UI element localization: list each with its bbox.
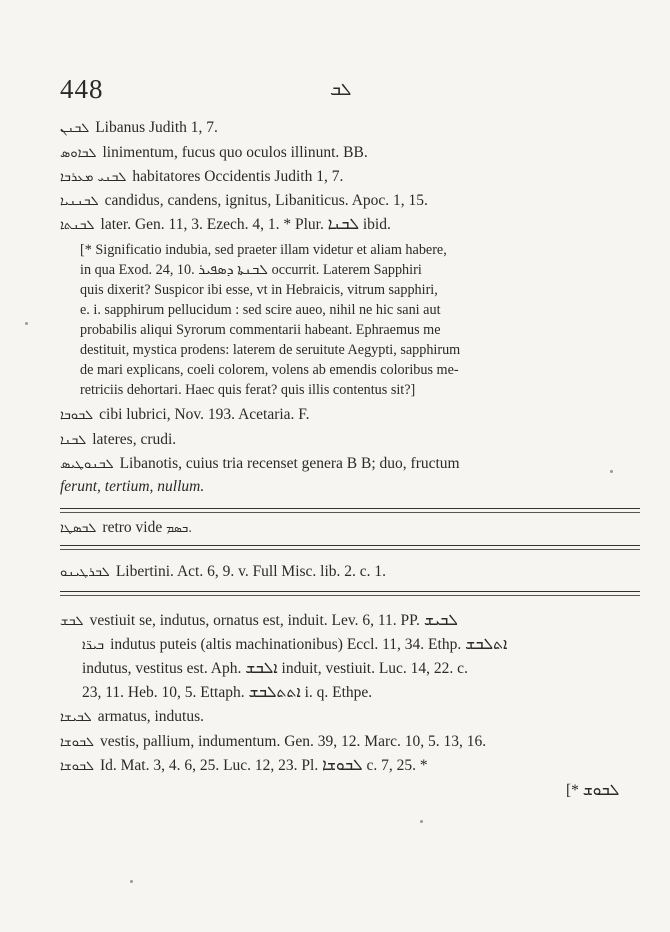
cross-ref-text: retro vide — [102, 519, 163, 536]
paper-speck — [420, 820, 423, 823]
syriac-headword: ܠܒܢܢ — [60, 121, 90, 136]
divider — [60, 508, 640, 509]
entry-line: indutus, vestitus est. Aph. ܐܠܒܫ induit, vestiuit. Luc. 14, 22. c. — [82, 660, 468, 677]
note-line: e. i. sapphirum pellucidum : sed scire aueo, nihil ne hic sani aut — [80, 302, 441, 318]
note-line: retriciis dehortari. Haec quis ferat? quis illis contentus sit?] — [80, 382, 416, 398]
page-number: 448 — [60, 74, 104, 104]
entry-vestiuit — [60, 611, 458, 632]
entry-text: Libanus Judith 1, 7. — [95, 119, 218, 136]
entry-text: Id. Mat. 3, 4. 6, 25. Luc. 12, 23. Pl. ܠܒܘܫܐ c. 7, 25. * — [99, 757, 428, 774]
note-line: quis dixerit? Suspicor ibi esse, vt in Hebraicis, vitrum sapphiri, — [80, 282, 438, 298]
syriac-headword: ܠܒܘܒܐ — [60, 408, 94, 423]
entry-text: armatus, indutus. — [97, 708, 205, 725]
note-line: in qua Exod. 24, 10. ܠܒܢܬܐ ܕܣܦܝܪ occurrit. Laterem Sapphiri — [80, 262, 422, 278]
syriac-headword: ܠܒܢܝ ܡܥܪܒܐ — [60, 170, 127, 185]
entry-id — [60, 756, 428, 777]
divider — [60, 545, 640, 546]
syriac-headword: ܠܒܐܘܣ — [60, 146, 97, 161]
paper-speck — [25, 322, 28, 325]
syriac-headword: ܠܒܫ — [60, 614, 84, 629]
entry-habitatores — [60, 167, 343, 188]
divider — [60, 595, 640, 596]
entry-text: Libertini. Act. 6, 9. v. Full Misc. lib. 2. c. 1. — [115, 563, 387, 580]
entry-libanus — [60, 118, 218, 139]
divider — [60, 549, 640, 550]
entry-later — [60, 215, 391, 236]
entry-vestis — [60, 732, 486, 753]
syriac-headword: ܠܒܪܛܝܢܘ — [60, 565, 110, 580]
entry-linimentum — [60, 143, 368, 164]
catchword: [* ܠܒܘܫ — [566, 782, 620, 799]
entry-cibi — [60, 405, 310, 426]
entry-text: indutus puteis (altis machinationibus) Eccl. 11, 34. Ethp. ܐܬܠܒܫ — [110, 636, 508, 653]
syriac-headword: ܠܒܢܘܛܝܣ — [60, 457, 114, 472]
divider — [60, 512, 640, 513]
entry-line: 23, 11. Heb. 10, 5. Ettaph. ܐܬܬܠܒܫ i. q. Ethpe. — [82, 684, 373, 701]
entry-text: Libanotis, cuius tria recenset genera B B; duo, fructum — [119, 455, 460, 472]
syriac-headword: ܠܒܘܫܐ — [60, 735, 94, 750]
syriac-headword: ܠܒܘܫܐ — [60, 759, 94, 774]
entry-text: lateres, crudi. — [92, 431, 177, 448]
note-line: de mari explicans, coeli colorem, volens ab emendis coloribus me- — [80, 362, 459, 378]
entry-lateres — [60, 430, 176, 451]
entry-armatus — [60, 707, 204, 728]
entry-text: linimentum, fucus quo oculos illinunt. BB. — [102, 144, 368, 161]
entry-text: vestiuit se, indutus, ornatus est, induit. Lev. 6, 11. PP. ܠܒܝܫ — [89, 612, 458, 629]
entry-text: vestis, pallium, indumentum. Gen. 39, 12. Marc. 10, 5. 13, 16. — [99, 733, 487, 750]
syriac-headword: ܠܒܢܢܝܐ — [60, 194, 99, 209]
entry-candidus — [60, 191, 428, 212]
syriac-headword: ܠܒܢܐ — [60, 433, 87, 448]
entry-text: later. Gen. 11, 3. Ezech. 4, 1. * Plur. ܠܒܢܐ ibid. — [100, 216, 391, 233]
note-line: [* Significatio indubia, sed praeter illam videtur et aliam habere, — [80, 242, 447, 258]
note-line: probabilis aliqui Syrorum commentarii habeant. Ephraemus me — [80, 322, 441, 338]
entry-text: candidus, candens, ignitus, Libaniticus. Apoc. 1, 15. — [104, 192, 428, 209]
running-head: ܠܒ — [330, 80, 352, 100]
entry-libanotis-cont: ferunt, tertium, nullum. — [60, 478, 205, 495]
syriac-word: ܒܣܡ. — [166, 521, 193, 535]
entry-text: cibi lubrici, Nov. 193. Acetaria. F. — [99, 406, 310, 423]
entry-text: habitatores Occidentis Judith 1, 7. — [132, 168, 344, 185]
entry-libertini — [60, 562, 386, 583]
divider — [60, 591, 640, 592]
syriac-headword: ܠܒܝܫܐ — [60, 710, 92, 725]
entry-libanotis — [60, 454, 460, 475]
syriac-headword: ܠܒܢܬܐ — [60, 218, 95, 233]
syriac-word: ܒܝܪ̈ܐ — [82, 638, 105, 653]
note-line: destituit, mystica prodens: laterem de seruitute Aegypti, sapphirum — [80, 342, 461, 358]
cross-reference — [60, 518, 192, 539]
syriac-headword: ܠܒܣܛܐ — [60, 521, 97, 536]
entry-line — [82, 635, 507, 656]
paper-speck — [130, 880, 133, 883]
paper-speck — [610, 470, 613, 473]
